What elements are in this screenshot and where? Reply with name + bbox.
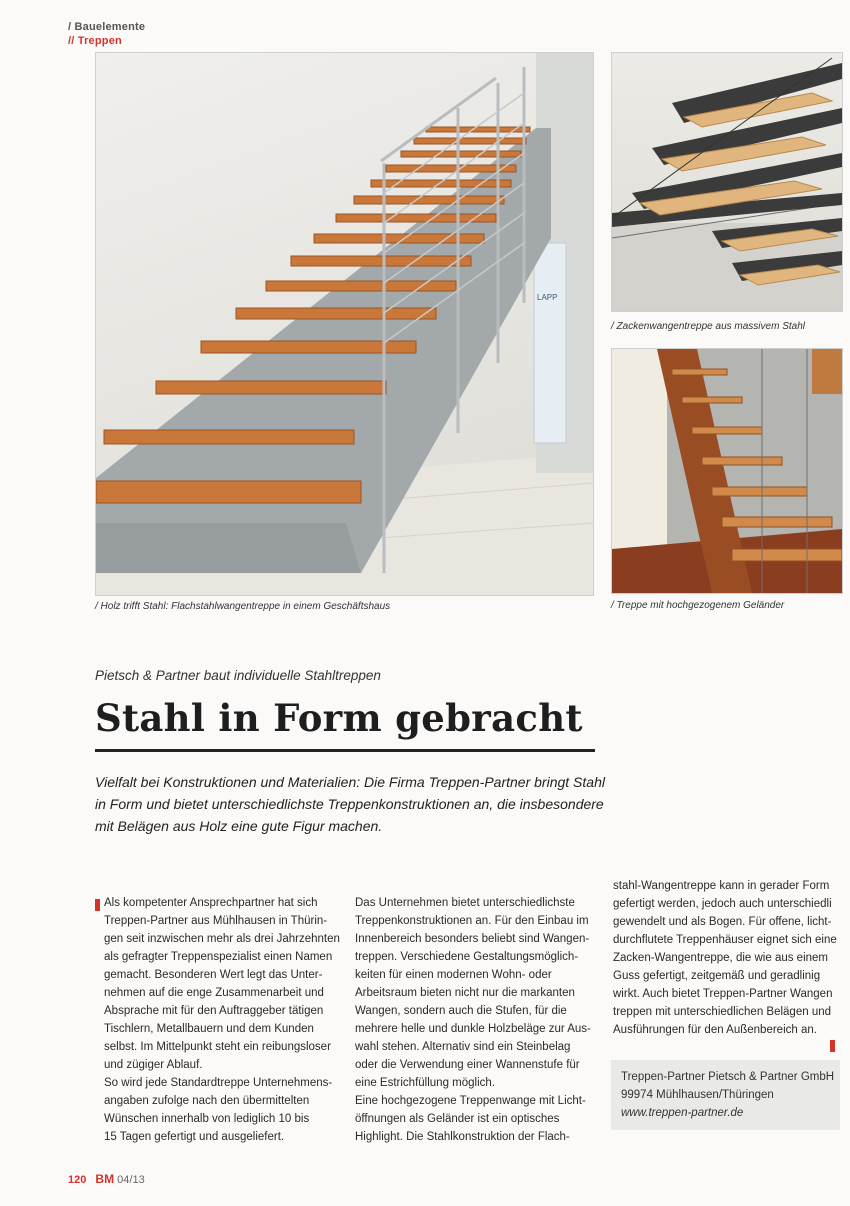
article-lead: Vielfalt bei Konstruktionen und Materialien: Die Firma Treppen-Partner bringt Stahl in Form und bietet unterschiedlichste Treppenkonstruktionen an, die insbesondere mit Belägen aus Holz eine gute Figur machen. (95, 774, 605, 834)
article-kicker: Pietsch & Partner baut individuelle Stahltreppen (95, 668, 381, 683)
main-photo-caption: / Holz trifft Stahl: Flachstahlwangentreppe in einem Geschäftshaus (95, 601, 391, 612)
zigzag-stair-photo (611, 52, 843, 312)
page-number: 120 (68, 1174, 87, 1186)
breadcrumb-subsection: // Treppen (68, 35, 122, 47)
raised-rail-photo-caption: / Treppe mit hochgezogenem Geländer (611, 600, 785, 611)
raised-rail-stair-photo (611, 348, 843, 594)
main-stair-photo (95, 52, 594, 596)
article-column-1: Als kompetenter Ansprechpartner hat sich Treppen-Partner aus Mühlhausen in Thürin- gen seit inzwischen mehr als drei Jahrzehnten als gefragter Treppenspezialist einen Namen gemacht. Besonderen Wert legt das Unter- nehmen auf die enge Zusammenarbeit und Absprache mit für den Auftraggeber tätigen Tischlern, Metallbauern und dem Kunden selbst. Im Mittelpunkt steht ein reibungsloser und zügiger Ablauf. So wird jede Standardtreppe Unternehmens- angaben zufolge nach den übermittelten Wünschen innerhalb von lediglich 10 bis 15 Tagen gefertigt und ausgeliefert. (104, 897, 340, 1143)
flat-steel-stringer-stair-illustration (96, 53, 593, 595)
banner-sign-text: LAPP (537, 293, 558, 302)
paragraph-marker-start (95, 897, 103, 915)
headline-divider (95, 749, 595, 752)
contact-company: Treppen-Partner Pietsch & Partner GmbH (621, 1071, 835, 1083)
contact-city: 99974 Mühlhausen/Thüringen (621, 1089, 774, 1101)
raised-railing-stair-illustration (612, 349, 842, 593)
article-column-2: Das Unternehmen bietet unterschiedlichste Treppenkonstruktionen an. Für den Einbau im Innenbereich besonders beliebt sind Wangen- treppen. Verschiedene Gestaltungsmöglich- keiten für einen modernen Wohn- oder Arbeitsraum bieten nicht nur die markanten Wangen, sondern auch die Stufen, für die mehrere helle und dunkle Holzbeläge zur Aus- wahl stehen. Alternativ sind ein Steinbelag oder die Verwendung einer Wannenstufe für eine Estrichfüllung möglich. Eine hochgezogene Treppenwange mit Licht- öffnungen als Geländer ist ein optisches Highlight. Die Stahlkonstruktion der Flach- (355, 897, 591, 1143)
paragraph-marker-end (830, 1038, 838, 1056)
issue-number: 04/13 (117, 1174, 145, 1186)
contact-url-link[interactable]: www.treppen-partner.de (621, 1107, 744, 1119)
zigzag-stringer-stair-illustration (612, 53, 842, 311)
article-column-3: stahl-Wangentreppe kann in gerader Form gefertigt werden, jedoch auch unterschiedli gewendelt und als Bogen. Für offene, licht- durchflutete Treppenhäuser eignet sich eine Zacken-Wangentreppe, die wie aus einem Guss gefertigt, zeitgemäß und geradlinig wirkt. Auch bietet Treppen-Partner Wangen treppen mit unterschiedlichen Belägen und Ausführungen für den Außenbereich an. (613, 880, 837, 1036)
contact-box (611, 1060, 840, 1130)
page-footer (68, 1172, 145, 1186)
zigzag-photo-caption: / Zackenwangentreppe aus massivem Stahl (611, 321, 805, 332)
breadcrumb (68, 20, 145, 48)
breadcrumb-section: / Bauelemente (68, 21, 146, 33)
magazine-name: BM (95, 1172, 115, 1186)
article-headline: Stahl in Form gebracht (95, 696, 583, 740)
